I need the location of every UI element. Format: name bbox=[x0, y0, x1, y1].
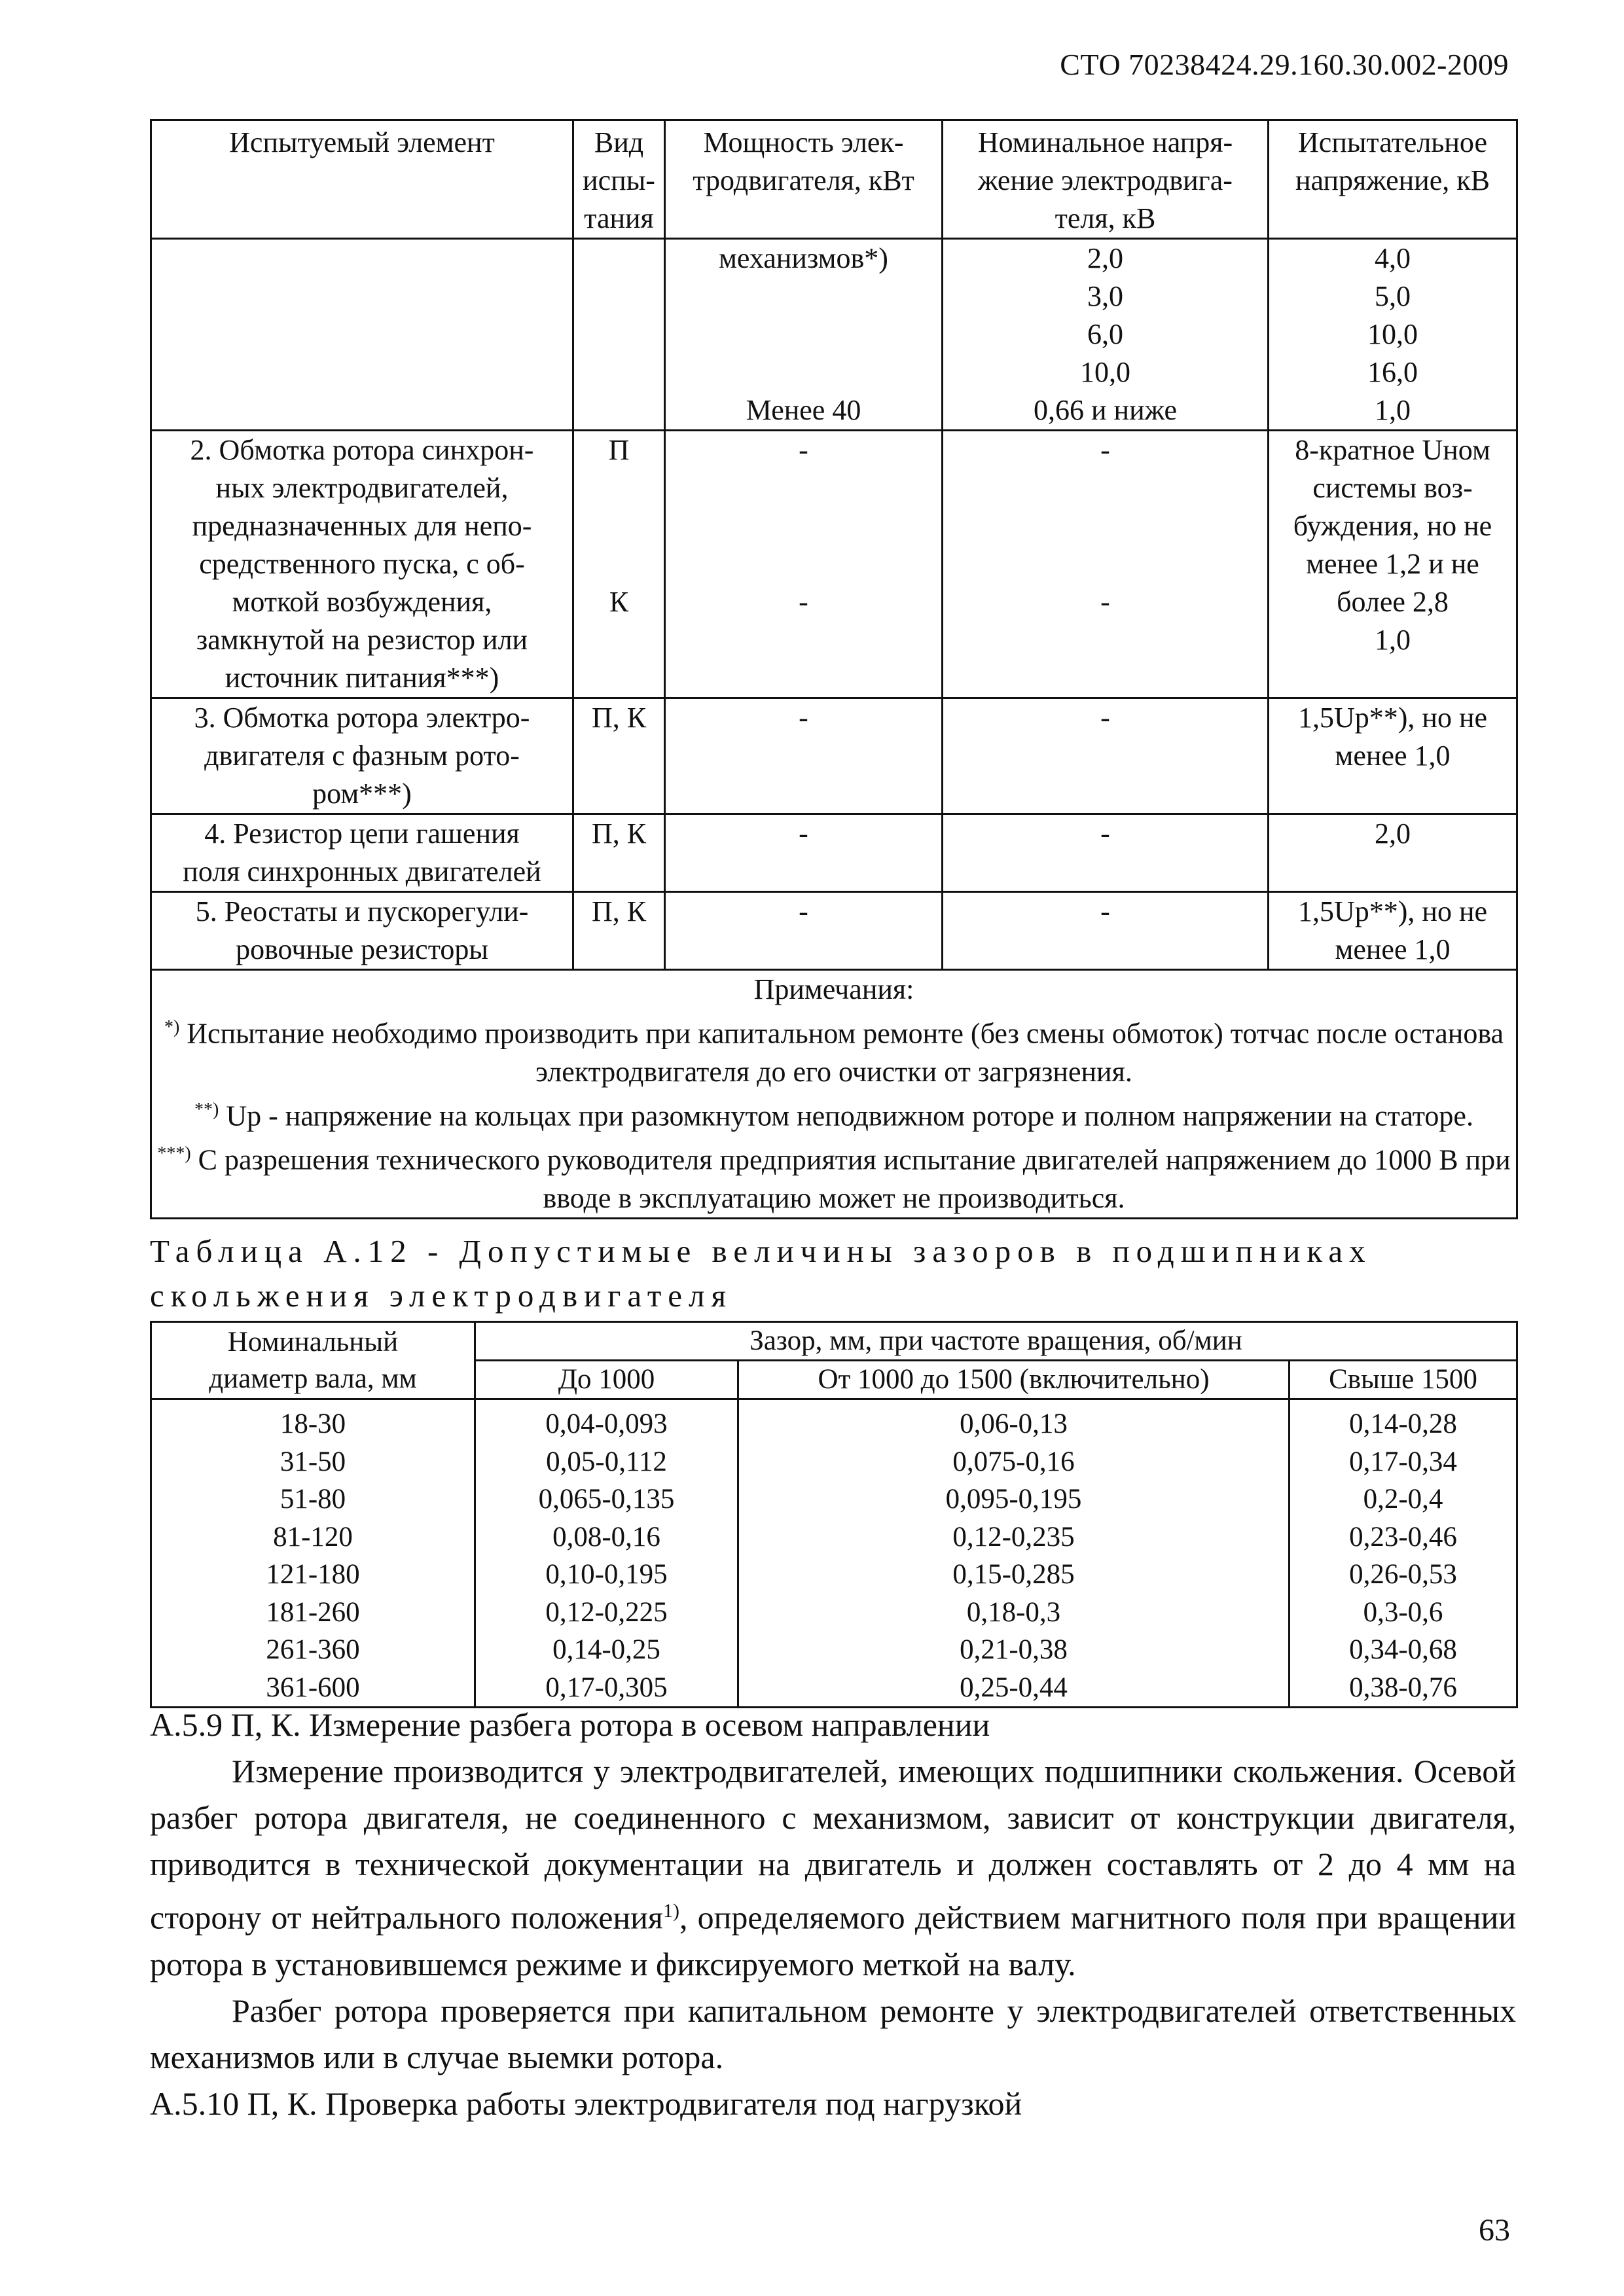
table-cell: 0,14-0,25 bbox=[475, 1631, 738, 1669]
body-text bbox=[150, 1702, 1516, 2127]
table-cell: 0,08-0,16 bbox=[475, 1518, 738, 1556]
bearing-clearance-table bbox=[150, 1321, 1518, 1708]
note-1 bbox=[154, 1009, 1513, 1091]
table-cell: 0,18-0,3 bbox=[738, 1594, 1290, 1632]
cell-kind-b: К bbox=[609, 586, 629, 618]
notes-row bbox=[151, 970, 1517, 1219]
cell-test-voltages: 4,0 5,0 10,0 16,0 1,0 bbox=[1269, 239, 1517, 431]
table-cell: 0,21-0,38 bbox=[738, 1631, 1290, 1669]
cell-voltage: - bbox=[943, 698, 1269, 814]
cell-power-a: механизмов*) bbox=[719, 242, 888, 274]
table-cell: 0,26-0,53 bbox=[1290, 1556, 1517, 1594]
table-cell: 0,04-0,093 bbox=[475, 1399, 738, 1443]
cell-kind: П, К bbox=[573, 698, 665, 814]
column-header-power: Мощность элек- тродвигателя, кВт bbox=[665, 120, 943, 239]
note-2-mark: **) bbox=[194, 1099, 219, 1120]
table-cell bbox=[943, 431, 1269, 698]
table-cell: 0,065-0,135 bbox=[475, 1480, 738, 1518]
column-header-test-voltage: Испытательное напряжение, кВ bbox=[1269, 120, 1517, 239]
table-cell: 181-260 bbox=[151, 1594, 475, 1632]
table-row bbox=[151, 1443, 1517, 1481]
cell-voltage-a: - bbox=[1100, 434, 1110, 466]
notes-cell bbox=[151, 970, 1517, 1219]
table-cell: 0,25-0,44 bbox=[738, 1669, 1290, 1708]
table-cell bbox=[1269, 431, 1517, 698]
column-group-header: Зазор, мм, при частоте вращения, об/мин bbox=[475, 1322, 1517, 1361]
cell-kind: П, К bbox=[573, 892, 665, 970]
table-cell bbox=[573, 431, 665, 698]
table-cell: 0,10-0,195 bbox=[475, 1556, 738, 1594]
note-3-mark: ***) bbox=[157, 1143, 191, 1164]
column-header-shaft-diameter: Номинальный диаметр вала, мм bbox=[151, 1322, 475, 1399]
table-row bbox=[151, 1480, 1517, 1518]
note-2 bbox=[154, 1091, 1513, 1136]
note-2-text: Uр - напряжение на кольцах при разомкнутом неподвижном роторе и полном напряжении на статоре. bbox=[219, 1100, 1473, 1132]
table-cell: 0,17-0,305 bbox=[475, 1669, 738, 1708]
table-cell: 0,17-0,34 bbox=[1290, 1443, 1517, 1481]
document-code: СТО 70238424.29.160.30.002-2009 bbox=[1060, 48, 1509, 81]
table-row bbox=[151, 1518, 1517, 1556]
table-row bbox=[151, 814, 1517, 892]
table-cell: 31-50 bbox=[151, 1443, 475, 1481]
table-cell: 361-600 bbox=[151, 1669, 475, 1708]
cell-power: - bbox=[665, 698, 943, 814]
table-cell: 18-30 bbox=[151, 1399, 475, 1443]
cell-element: 2. Обмотка ротора синхрон- ных электродвигателей, предназначенных для непо- средственного пуска, с об- моткой возбуждения, замкнутой на резистор или источник питания***) bbox=[151, 431, 573, 698]
table-header-row bbox=[151, 120, 1517, 239]
cell-test-a: 8-кратное Uном системы воз- буждения, но не менее 1,2 и не более 2,8 bbox=[1293, 434, 1492, 618]
table-row bbox=[151, 1556, 1517, 1594]
cell-power-b: Менее 40 bbox=[746, 394, 861, 426]
cell-power-a: - bbox=[799, 434, 808, 466]
cell-voltage-b: - bbox=[1100, 586, 1110, 618]
note-1-text: Испытание необходимо производить при капитальном ремонте (без смены обмоток) тотчас после останова электродвигателя до его очистки от загрязнения. bbox=[179, 1017, 1504, 1088]
notes-title: Примечания: bbox=[753, 973, 914, 1005]
table-row bbox=[151, 431, 1517, 698]
paragraph-text-end: , определяемого действием магнитного поля при вращении ротора в установившемся режиме и фиксируемого меткой на валу. bbox=[150, 1899, 1516, 1982]
table-cell: 0,2-0,4 bbox=[1290, 1480, 1517, 1518]
table-cell: 261-360 bbox=[151, 1631, 475, 1669]
paragraph-text: Измерение производится у электродвигателей, имеющих подшипники скольжения. Осевой разбег ротора двигателя, не соединенного с механизмом, зависит от конструкции двигателя, приводится в технической документации на двигатель и должен составлять от 2 до 4 мм на сторону от нейтрального положения bbox=[150, 1753, 1516, 1936]
cell-kind-a: П bbox=[608, 434, 630, 466]
cell-test-b: 1,0 bbox=[1375, 624, 1411, 656]
table-row bbox=[151, 1631, 1517, 1669]
table-cell: 0,23-0,46 bbox=[1290, 1518, 1517, 1556]
table-cell: 0,14-0,28 bbox=[1290, 1399, 1517, 1443]
column-header-1000-1500: От 1000 до 1500 (включительно) bbox=[738, 1361, 1290, 1399]
table-row bbox=[151, 698, 1517, 814]
cell-element: 5. Реостаты и пускорегули- ровочные резисторы bbox=[151, 892, 573, 970]
column-header-test-kind: Вид испы- тания bbox=[573, 120, 665, 239]
cell-test: 2,0 bbox=[1269, 814, 1517, 892]
table-row bbox=[151, 1399, 1517, 1443]
table-row bbox=[151, 239, 1517, 431]
table-cell bbox=[665, 239, 943, 431]
table-cell: 0,075-0,16 bbox=[738, 1443, 1290, 1481]
cell-test: 1,5Uр**), но не менее 1,0 bbox=[1269, 698, 1517, 814]
table-cell: 0,38-0,76 bbox=[1290, 1669, 1517, 1708]
test-voltage-table bbox=[150, 119, 1518, 1219]
page-number: 63 bbox=[1479, 2213, 1510, 2248]
table-cell: 0,095-0,195 bbox=[738, 1480, 1290, 1518]
column-header-element: Испытуемый элемент bbox=[151, 120, 573, 239]
table-cell: 51-80 bbox=[151, 1480, 475, 1518]
table-caption: Таблица А.12 - Допустимые величины зазоров в подшипниках скольжения электродвигателя bbox=[150, 1233, 1372, 1314]
table-cell: 0,12-0,225 bbox=[475, 1594, 738, 1632]
cell-voltage: - bbox=[943, 892, 1269, 970]
table-row bbox=[151, 1594, 1517, 1632]
table-row bbox=[151, 892, 1517, 970]
table-cell: 0,15-0,285 bbox=[738, 1556, 1290, 1594]
column-header-up-to-1000: До 1000 bbox=[475, 1361, 738, 1399]
cell-test: 1,5Uр**), но не менее 1,0 bbox=[1269, 892, 1517, 970]
table-header-row bbox=[151, 1322, 1517, 1361]
paragraph bbox=[150, 1748, 1516, 1988]
table-cell: 0,06-0,13 bbox=[738, 1399, 1290, 1443]
cell-voltages: 2,0 3,0 6,0 10,0 0,66 и ниже bbox=[943, 239, 1269, 431]
table-cell: 81-120 bbox=[151, 1518, 475, 1556]
cell-power-b: - bbox=[799, 586, 808, 618]
table-cell bbox=[151, 239, 573, 431]
footnote-ref: 1) bbox=[662, 1900, 679, 1922]
cell-voltage: - bbox=[943, 814, 1269, 892]
column-header-over-1500: Свыше 1500 bbox=[1290, 1361, 1517, 1399]
section-heading-a-5-10: А.5.10 П, К. Проверка работы электродвигателя под нагрузкой bbox=[150, 2085, 1022, 2122]
table-cell: 0,05-0,112 bbox=[475, 1443, 738, 1481]
cell-power: - bbox=[665, 814, 943, 892]
cell-kind: П, К bbox=[573, 814, 665, 892]
table-cell: 0,3-0,6 bbox=[1290, 1594, 1517, 1632]
column-header-nominal-voltage: Номинальное напря- жение электродвига- теля, кВ bbox=[943, 120, 1269, 239]
paragraph: Разбег ротора проверяется при капитальном ремонте у электродвигателей ответственных механизмов или в случае выемки ротора. bbox=[150, 1992, 1516, 2075]
table-cell: 0,34-0,68 bbox=[1290, 1631, 1517, 1669]
table-cell: 121-180 bbox=[151, 1556, 475, 1594]
table-cell: 0,12-0,235 bbox=[738, 1518, 1290, 1556]
note-1-mark: *) bbox=[164, 1017, 180, 1037]
cell-power: - bbox=[665, 892, 943, 970]
cell-element: 4. Резистор цепи гашения поля синхронных двигателей bbox=[151, 814, 573, 892]
cell-element: 3. Обмотка ротора электро- двигателя с фазным рото- ром***) bbox=[151, 698, 573, 814]
note-3 bbox=[154, 1135, 1513, 1217]
table-cell bbox=[665, 431, 943, 698]
section-heading-a-5-9: А.5.9 П, К. Измерение разбега ротора в осевом направлении bbox=[150, 1706, 990, 1743]
table-cell bbox=[573, 239, 665, 431]
note-3-text: С разрешения технического руководителя предприятия испытание двигателей напряжением до 1000 В при вводе в эксплуатацию может не производиться. bbox=[190, 1143, 1511, 1214]
